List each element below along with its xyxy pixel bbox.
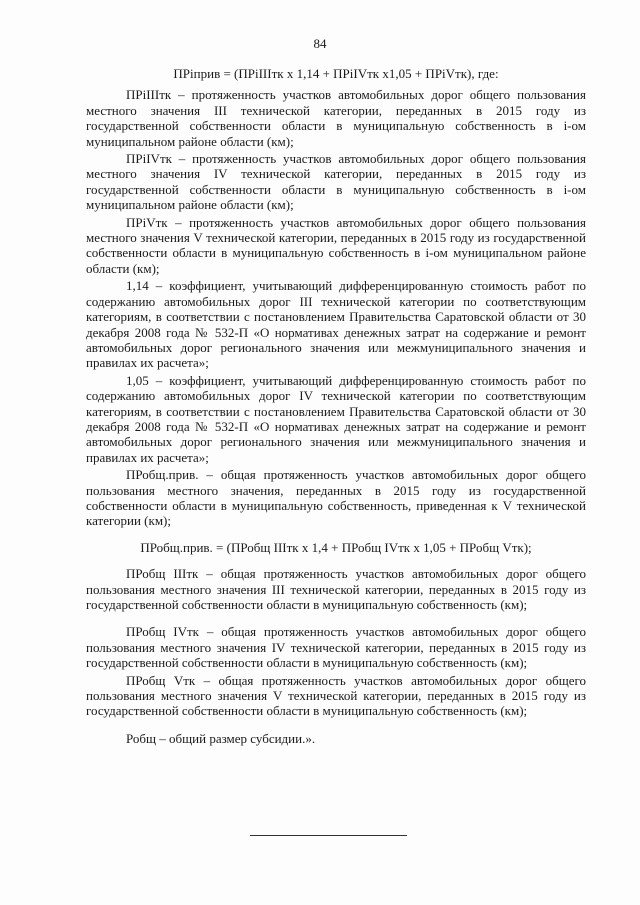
definition-pr-total-reduced: ПРобщ.прив. – общая протяженность участков автомобильных дорог общего пользования местного значения, переданных в 2015 году из государственной собственности области в муниципальную собственность, приведенная к V технической категории (км); bbox=[86, 467, 586, 529]
definition-pr-total-iv: ПРобщ IVтк – общая протяженность участков автомобильных дорог общего пользования местного значения IV технической категории, переданных в 2015 году из государственной собственности области в муниципальную собственность (км); bbox=[86, 624, 586, 671]
definition-coefficient-1-05: 1,05 – коэффициент, учитывающий дифференцированную стоимость работ по содержанию автомобильных дорог IV технической категории по соответствующим категориям, в соответствии с постановлением Правительства Саратовской области от 30 декабря 2008 года № 532-П «О нормативах денежных затрат на содержание и ремонт автомобильных дорог регионального значения или межмуниципального значения и правилах их расчета»; bbox=[86, 372, 586, 465]
footer-divider-line bbox=[250, 835, 407, 836]
closing-definition-subsidy: Робщ – общий размер субсидии.». bbox=[126, 730, 316, 746]
definition-pr-total-v: ПРобщ Vтк – общая протяженность участков автомобильных дорог общего пользования местного значения V технической категории, переданных в 2015 году из государственной собственности области в муниципальную собственность (км); bbox=[86, 672, 586, 719]
definition-coefficient-1-14: 1,14 – коэффициент, учитывающий дифференцированную стоимость работ по содержанию автомобильных дорог III технической категории по соответствующим категориям, в соответствии с постановлением Правительства Саратовской области от 30 декабря 2008 года № 532-П «О нормативах денежных затрат на содержание и ремонт автомобильных дорог регионального значения или межмуниципального значения и правилах их расчета»; bbox=[86, 278, 586, 371]
definition-pr-i-iv: ПРiIVтк – протяженность участков автомобильных дорог общего пользования местного значения IV технической категории, переданных в 2015 году из государственной собственности области в муниципальную собственность в i-ом муниципальном районе области (км); bbox=[86, 151, 586, 213]
formula-total-reduced-length: ПРобщ.прив. = (ПРобщ IIIтк х 1,4 + ПРобщ IVтк х 1,05 + ПРобщ Vтк); bbox=[140, 539, 532, 555]
document-body bbox=[86, 58, 586, 748]
definition-pr-total-iii: ПРобщ IIIтк – общая протяженность участков автомобильных дорог общего пользования местного значения III технической категории, переданных в 2015 году из государственной собственности области в муниципальную собственность (км); bbox=[86, 566, 586, 612]
definition-pr-i-v: ПРiVтк – протяженность участков автомобильных дорог общего пользования местного значения V технической категории, переданных в 2015 году из государственной собственности области в муниципальную собственность в i-ом муниципальном районе области (км); bbox=[86, 214, 586, 276]
page-number: 84 bbox=[313, 36, 327, 51]
definition-pr-i-iii: ПРiIIIтк – протяженность участков автомобильных дорог общего пользования местного значения III технической категории, переданных в 2015 году из государственной собственности области в муниципальную собственность в i-ом муниципальном районе области (км); bbox=[86, 87, 586, 149]
formula-reduced-length: ПРiприв = (ПРiIIIтк х 1,14 + ПРiIVтк х1,05 + ПРiVтк), где: bbox=[173, 66, 499, 81]
